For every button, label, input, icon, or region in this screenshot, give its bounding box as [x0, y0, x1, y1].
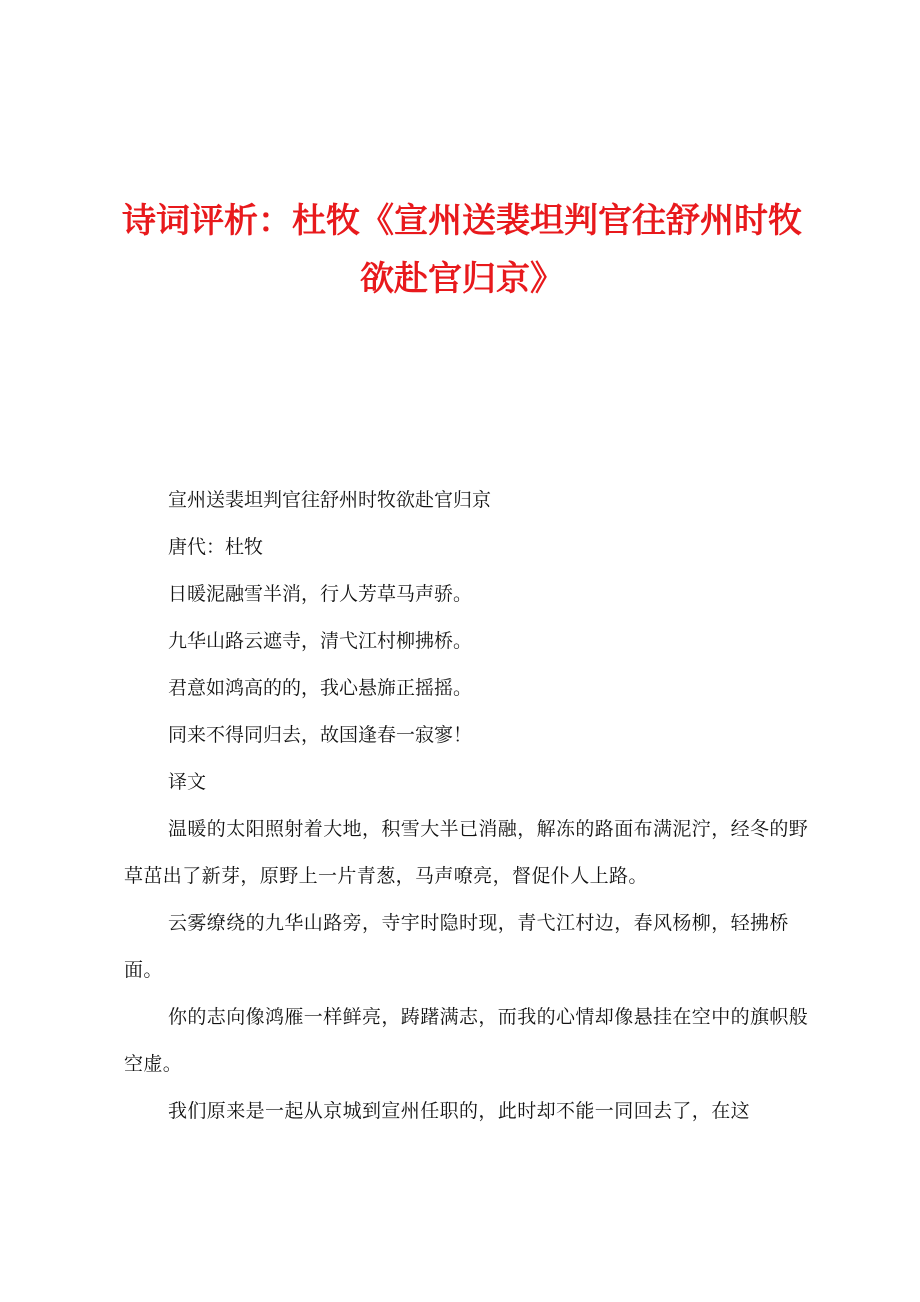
translation-paragraph-1: 温暖的太阳照射着大地，积雪大半已消融，解冻的路面布满泥泞，经冬的野草茁出了新芽，原野上一片青葱，马声嘹亮，督促仆人上路。 — [124, 818, 809, 887]
poem-heading: 宣州送裴坦判官往舒州时牧欲赴官归京 — [168, 489, 492, 511]
poem-line-1: 日暖泥融雪半消，行人芳草马声骄。 — [168, 583, 473, 605]
poem-line-4: 同来不得同归去，故国逢春一寂寥！ — [168, 724, 473, 746]
document-title — [112, 192, 812, 308]
poem-line-2: 九华山路云遮寺，清弋江村柳拂桥。 — [168, 630, 473, 652]
poem-author: 唐代：杜牧 — [168, 536, 264, 558]
poem-line-3: 君意如鸿高的的，我心悬旆正摇摇。 — [168, 677, 473, 699]
translation-paragraph-2: 云雾缭绕的九华山路旁，寺宇时隐时现，青弋江村边，春风杨柳，轻拂桥面。 — [124, 912, 789, 981]
translation-label: 译文 — [168, 771, 207, 793]
title-line-2: 欲赴官归京》 — [360, 259, 564, 299]
document-body — [124, 477, 814, 1135]
title-line-1: 诗词评析：杜牧《宣州送裴坦判官往舒州时牧 — [122, 201, 802, 241]
translation-paragraph-3: 你的志向像鸿雁一样鲜亮，踌躇满志，而我的心情却像悬挂在空中的旗帜般空虚。 — [124, 1006, 809, 1075]
translation-paragraph-4: 我们原来是一起从京城到宣州任职的，此时却不能一同回去了，在这 — [168, 1100, 751, 1122]
